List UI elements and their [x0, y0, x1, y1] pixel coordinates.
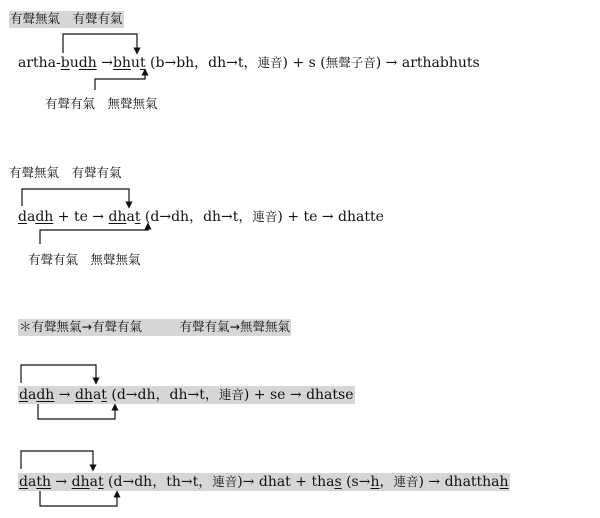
- underlined-segment: h: [370, 474, 380, 490]
- text-segment: u: [130, 55, 140, 71]
- underlined-segment: b: [60, 55, 70, 71]
- cjk-segment: 無聲子音: [325, 55, 376, 70]
- arrow-top-section2: [22, 189, 129, 206]
- cjk-segment: 連音: [218, 387, 244, 402]
- text-segment: a: [89, 474, 98, 490]
- underlined-segment: dh: [74, 387, 93, 403]
- text-segment: artha-: [18, 55, 61, 71]
- text-segment: ) + s (: [282, 55, 326, 71]
- underlined-segment: t: [134, 209, 141, 225]
- underlined-segment: d: [18, 209, 27, 225]
- summary-note: ＊有聲無氣→有聲有氣 有聲有氣→無聲無氣: [19, 319, 290, 334]
- underlined-segment: dh: [35, 209, 54, 225]
- arrow-top-section4: [21, 451, 93, 469]
- underlined-segment: th: [36, 474, 51, 490]
- text-segment: ) → dhattha: [418, 474, 500, 490]
- text-segment: (d→dh，th→t，: [103, 474, 213, 490]
- underlined-segment: dh: [108, 209, 127, 225]
- arrow-bottom-section2: [40, 226, 148, 244]
- cjk-segment: 連音: [393, 474, 419, 489]
- underlined-segment: h: [499, 474, 509, 490]
- text-segment: a: [126, 209, 135, 225]
- text-segment: a: [27, 387, 37, 403]
- text-segment: (d→dh，dh→t，: [106, 387, 219, 403]
- text-segment: (d→dh，dh→t，: [140, 209, 253, 225]
- text-segment: →: [96, 55, 113, 71]
- text-segment: )→ dhat + tha: [237, 474, 335, 490]
- arrow-top-section1: [63, 34, 137, 53]
- text-segment: a: [92, 387, 102, 403]
- underlined-segment: t: [139, 55, 146, 71]
- text-segment: ) + se → dhatse: [243, 387, 354, 403]
- arrow-bottom-section3: [38, 404, 115, 419]
- section1-header: 有聲無氣 有聲有氣: [10, 11, 123, 26]
- underlined-segment: s: [334, 474, 342, 490]
- text-segment: ) → arthabhuts: [375, 55, 480, 71]
- arrow-bottom-section4: [40, 491, 117, 506]
- underlined-segment: t: [97, 474, 104, 490]
- underlined-segment: dh: [71, 474, 90, 490]
- underlined-segment: t: [101, 387, 107, 403]
- section1-footer: 有聲有氣 無聲無氣: [45, 96, 158, 111]
- text-segment: →: [54, 387, 75, 403]
- text-segment: + te →: [53, 209, 109, 225]
- text-segment: a: [26, 209, 36, 225]
- text-segment: u: [69, 55, 79, 71]
- text-segment: (s→: [341, 474, 371, 490]
- text-segment: →: [50, 474, 72, 490]
- underlined-segment: d: [19, 387, 28, 403]
- section2-header: 有聲無氣 有聲有氣: [9, 165, 122, 180]
- underlined-segment: d: [19, 474, 28, 490]
- cjk-segment: 連音: [212, 474, 238, 489]
- cjk-segment: 連音: [257, 55, 283, 70]
- text-segment: a: [27, 474, 37, 490]
- underlined-segment: dh: [36, 387, 55, 403]
- text-segment: ，: [379, 474, 394, 490]
- arrow-bottom-section1: [95, 72, 145, 90]
- underlined-segment: bh: [112, 55, 131, 71]
- text-segment: (b→bh，dh→t，: [145, 55, 258, 71]
- underlined-segment: dh: [78, 55, 97, 71]
- cjk-segment: 連音: [252, 209, 278, 224]
- section2-footer: 有聲有氣 無聲無氣: [28, 252, 141, 267]
- text-segment: ) + te → dhatte: [277, 209, 384, 225]
- arrow-top-section3: [21, 365, 96, 383]
